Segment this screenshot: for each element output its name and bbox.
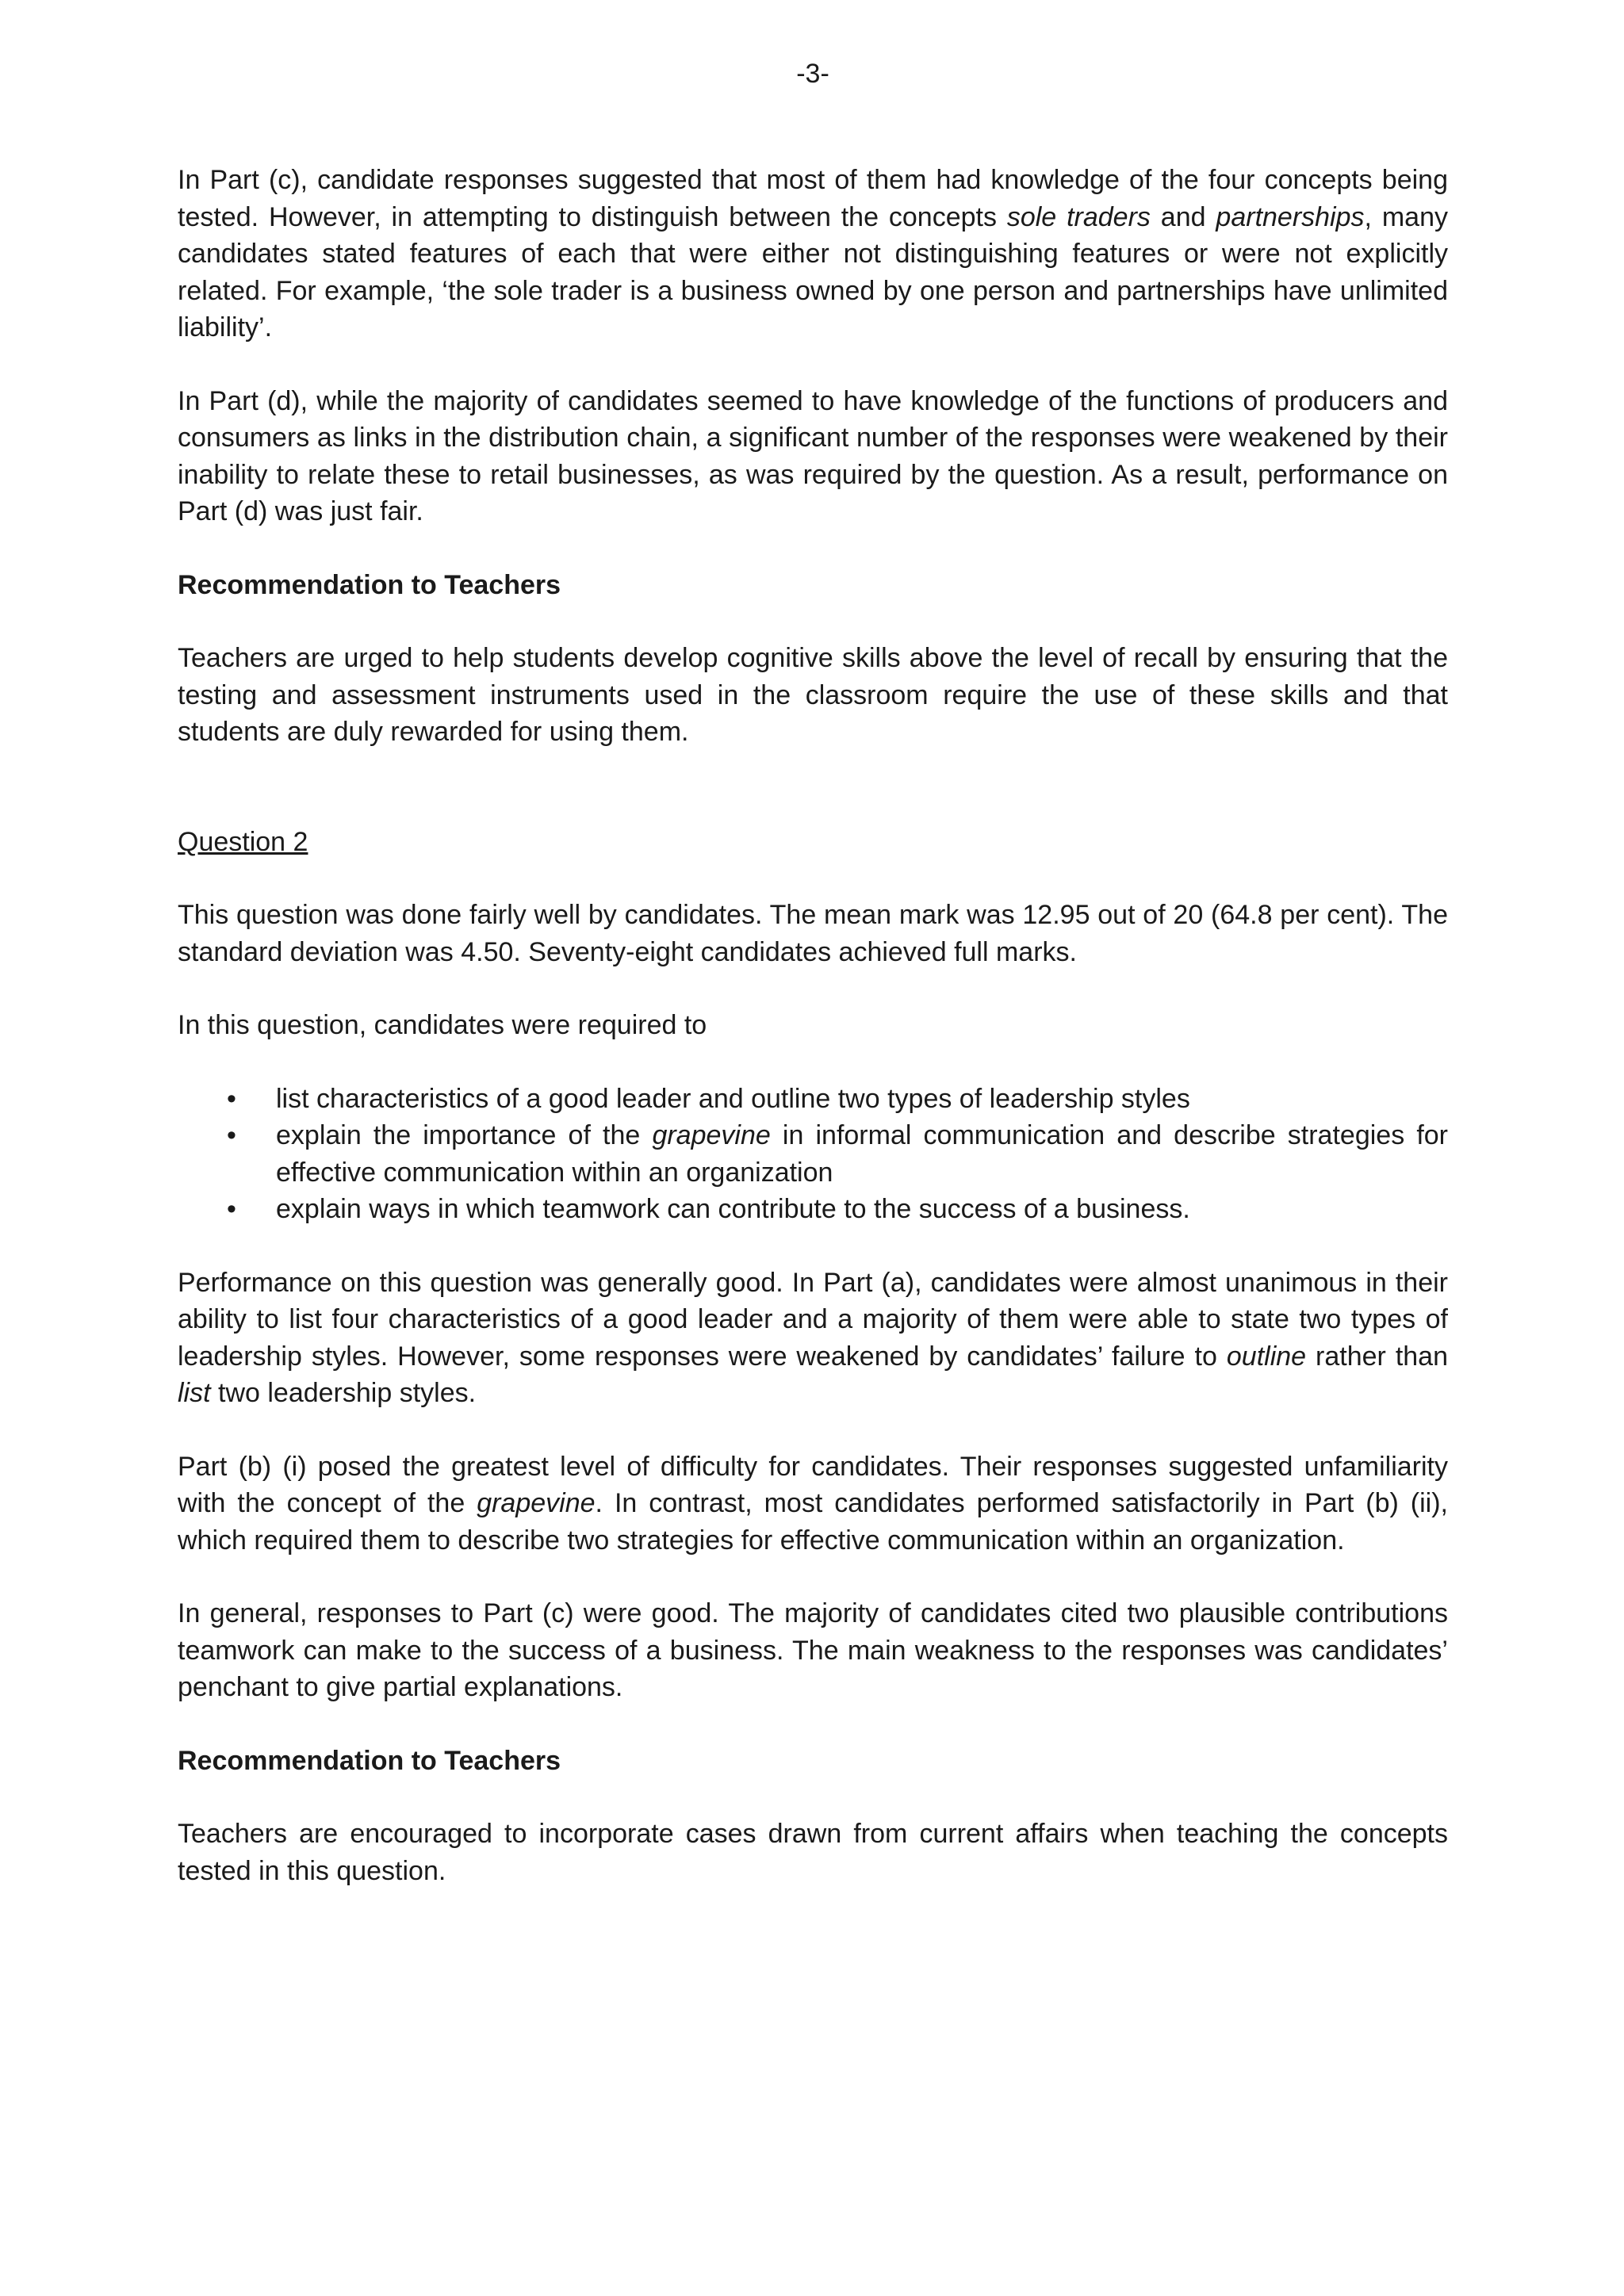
bullet-icon: • (227, 1083, 236, 1114)
text-segment: explain the importance of the (276, 1120, 653, 1150)
paragraph-part-b (178, 1448, 1448, 1559)
paragraph-part-c (178, 162, 1448, 346)
list-item-text: explain ways in which teamwork can contribute to the success of a business. (276, 1194, 1190, 1224)
list-item-text: list characteristics of a good leader and outline two types of leadership styles (276, 1083, 1190, 1114)
document-page (178, 55, 1448, 1926)
emphasis-sole-traders: sole traders (1006, 201, 1151, 232)
text-segment: Performance on this question was generally good. In Part (a), candidates were almost unanimous in their ability to list four characteristics of a good leader and a majority of them were able to state two types of leadership styles. However, some responses were weakened by candidates’ failure to (178, 1267, 1448, 1372)
bullet-icon: • (227, 1194, 236, 1224)
recommendation-text-1: Teachers are urged to help students develop cognitive skills above the level of recall by ensuring that the testing and assessment instruments used in the classroom require the use of these skills and that students are duly rewarded for using them. (178, 643, 1448, 747)
recommendation-heading-1: Recommendation to Teachers (178, 569, 561, 600)
page-number: -3- (796, 59, 829, 89)
text-segment: In Part (c), candidate responses suggested that most of them had knowledge of the four concepts being tested. However, in attempting to distinguish between the concepts (178, 165, 1448, 232)
text-segment: in informal communication and describe strategies for effective communication within an organization (276, 1120, 1448, 1188)
text-segment: rather than (1306, 1341, 1448, 1372)
recommendation-heading-2: Recommendation to Teachers (178, 1745, 561, 1776)
emphasis-list: list (178, 1378, 211, 1408)
paragraph-part-d: In Part (d), while the majority of candidates seemed to have knowledge of the functions of producers and consumers as links in the distribution chain, a significant number of the responses were weakened by their inability to relate these to retail businesses, as was required by the question. As a result, performance on Part (d) was just fair. (178, 385, 1448, 526)
emphasis-outline: outline (1226, 1341, 1307, 1372)
question-2-requirement: In this question, candidates were required to (178, 1010, 707, 1040)
text-segment: . In contrast, most candidates performed satisfactorily in Part (b) (ii), which required them to describe two strategies for effective communication within an organization. (178, 1488, 1448, 1556)
question-2-heading: Question 2 (178, 826, 308, 857)
list-item (178, 1117, 1448, 1191)
text-segment: and (1150, 201, 1216, 232)
text-segment: two leadership styles. (210, 1378, 477, 1408)
recommendation-text-2: Teachers are encouraged to incorporate cases drawn from current affairs when teaching the concepts tested in this question. (178, 1819, 1448, 1886)
emphasis-grapevine: grapevine (652, 1120, 771, 1150)
paragraph-part-c-responses: In general, responses to Part (c) were good. The majority of candidates cited two plausible contributions teamwork can make to the success of a business. The main weakness to the responses was candidates’ penchant to give partial explanations. (178, 1598, 1448, 1702)
text-segment: Part (b) (i) posed the greatest level of difficulty for candidates. Their responses suggested unfamiliarity with the concept of the (178, 1451, 1448, 1518)
emphasis-partnerships: partnerships (1216, 201, 1365, 232)
requirement-list (178, 1081, 1448, 1228)
list-item (178, 1081, 1448, 1118)
emphasis-grapevine: grapevine (477, 1488, 596, 1518)
paragraph-part-a (178, 1265, 1448, 1412)
text-segment: , many candidates stated features of each that were either not distinguishing features or were not explicitly related. For example, ‘the sole trader is a business owned by one person and partnerships have unlimited liability’. (178, 201, 1448, 342)
bullet-icon: • (227, 1120, 236, 1150)
list-item (178, 1191, 1448, 1228)
question-2-intro: This question was done fairly well by candidates. The mean mark was 12.95 out of 20 (64.8 per cent). The standard deviation was 4.50. Seventy-eight candidates achieved full marks. (178, 900, 1448, 967)
